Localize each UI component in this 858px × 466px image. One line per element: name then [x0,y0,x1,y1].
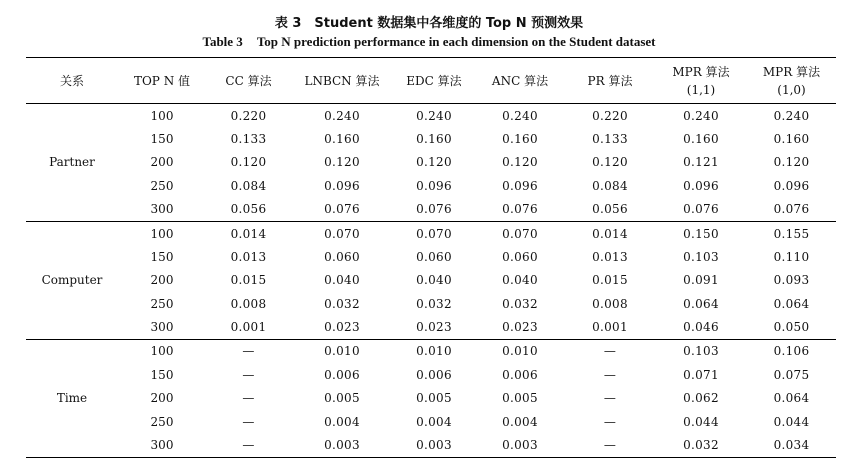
value-cell: 0.050 [747,316,836,340]
value-cell: 0.010 [416,344,452,359]
table-row [26,387,836,411]
value-cell: 0.160 [773,131,810,146]
value-cell: 0.040 [416,273,452,288]
value-cell: 0.015 [230,273,267,288]
value-cell: 0.084 [592,179,628,194]
top-n-cell: 200 [150,391,174,406]
value-cell: 0.240 [502,108,538,123]
value-cell: 0.006 [416,367,452,382]
value-cell: 0.240 [324,108,360,123]
table-caption-chinese: 表 3 Student 数据集中各维度的 Top N 预测效果 [274,16,584,31]
value-cell: 0.120 [592,155,628,170]
value-cell: 0.004 [502,415,538,430]
table-number: Table 3 [202,34,243,49]
relation-cell: Computer [26,221,118,339]
header-relation: 关系 [26,58,118,104]
table-row [26,269,836,293]
value-cell: 0.064 [773,391,810,406]
table-row [26,434,836,458]
value-cell: 0.076 [655,198,747,222]
header-mpr-1-0: MPR 算法 (1,0) [747,58,836,104]
value-cell: 0.160 [683,131,719,146]
value-cell: 0.001 [206,316,291,340]
header-mpr-1-1: MPR 算法 (1,1) [655,58,747,104]
header-lnbcn: LNBCN 算法 [291,58,393,104]
top-n-cell: 100 [150,108,174,123]
value-cell: 0.060 [502,249,538,264]
value-cell: 0.120 [502,155,538,170]
table-row [26,316,836,340]
top-n-cell: 100 [150,344,174,359]
table-row [26,104,836,128]
value-cell: 0.075 [773,367,810,382]
top-n-cell: 150 [150,249,174,264]
value-cell: 0.060 [324,249,360,264]
value-cell: 0.005 [502,391,538,406]
relation-cell: Partner [26,104,118,222]
value-cell: 0.056 [565,198,655,222]
value-cell: 0.121 [683,155,719,170]
value-cell: 0.096 [683,179,719,194]
value-cell: 0.005 [416,391,452,406]
value-cell: 0.091 [683,273,719,288]
value-cell: — [242,391,255,406]
value-cell: — [206,434,291,458]
value-cell: 0.006 [502,367,538,382]
top-n-cell: 250 [150,415,174,430]
value-cell: 0.023 [393,316,475,340]
top-n-cell: 100 [150,226,174,241]
value-cell: 0.040 [502,273,538,288]
top-n-cell: 250 [150,179,174,194]
value-cell: 0.032 [502,297,538,312]
value-cell: 0.076 [393,198,475,222]
table-row [26,221,836,245]
value-cell: — [603,344,617,359]
top-n-cell: 300 [118,434,206,458]
top-n-cell: 200 [150,155,174,170]
value-cell: 0.044 [773,415,810,430]
value-cell: 0.008 [592,297,628,312]
value-cell: 0.005 [324,391,360,406]
value-cell: 0.120 [416,155,452,170]
value-cell: 0.010 [502,344,538,359]
value-cell: 0.071 [683,367,719,382]
value-cell: 0.160 [324,131,360,146]
value-cell: 0.014 [230,226,267,241]
value-cell: 0.014 [592,226,628,241]
value-cell: 0.106 [773,344,810,359]
value-cell: 0.013 [230,249,267,264]
header-edc: EDC 算法 [393,58,475,104]
top-n-cell: 200 [150,273,174,288]
value-cell: 0.046 [655,316,747,340]
top-n-cell: 150 [150,367,174,382]
value-cell: 0.220 [230,108,267,123]
value-cell: 0.010 [324,344,360,359]
value-cell: 0.070 [416,226,452,241]
value-cell: 0.240 [416,108,452,123]
value-cell: 0.096 [773,179,810,194]
value-cell: — [603,415,617,430]
value-cell: 0.060 [416,249,452,264]
value-cell: 0.032 [655,434,747,458]
top-n-cell: 300 [118,316,206,340]
value-cell: 0.006 [324,367,360,382]
table-row [26,410,836,434]
value-cell: 0.220 [592,108,628,123]
header-top-n: TOP N 值 [118,58,206,104]
table-row [26,339,836,363]
value-cell: 0.076 [291,198,393,222]
value-cell: 0.120 [230,155,267,170]
table-caption-english [0,34,858,50]
value-cell: 0.096 [502,179,538,194]
value-cell: 0.032 [324,297,360,312]
value-cell: 0.150 [683,226,719,241]
value-cell: 0.008 [230,297,267,312]
value-cell: 0.096 [416,179,452,194]
value-cell: 0.240 [683,108,719,123]
value-cell: 0.240 [773,108,810,123]
value-cell: — [242,344,255,359]
value-cell: 0.120 [773,155,810,170]
top-n-cell: 150 [150,131,174,146]
value-cell: — [603,391,617,406]
table-row [26,198,836,222]
header-pr: PR 算法 [565,58,655,104]
value-cell: 0.093 [773,273,810,288]
table-row [26,151,836,175]
value-cell: 0.003 [393,434,475,458]
table-row [26,245,836,269]
value-cell: 0.044 [683,415,719,430]
value-cell: 0.110 [773,249,810,264]
value-cell: 0.003 [475,434,565,458]
value-cell: 0.070 [502,226,538,241]
value-cell: 0.004 [324,415,360,430]
results-table [26,57,836,458]
value-cell: 0.015 [592,273,628,288]
table-row [26,292,836,316]
value-cell: — [565,434,655,458]
value-cell: 0.103 [683,249,719,264]
value-cell: 0.023 [291,316,393,340]
table-title: Top N prediction performance in each dimension on the Student dataset [256,34,656,49]
table-row [26,127,836,151]
value-cell: 0.160 [416,131,452,146]
value-cell: — [242,415,255,430]
value-cell: 0.003 [291,434,393,458]
value-cell: 0.103 [683,344,719,359]
top-n-cell: 250 [150,297,174,312]
value-cell: 0.155 [773,226,810,241]
value-cell: 0.004 [416,415,452,430]
value-cell: 0.013 [592,249,628,264]
value-cell: 0.070 [324,226,360,241]
value-cell: 0.023 [475,316,565,340]
value-cell: 0.040 [324,273,360,288]
table-body [26,104,836,458]
top-n-cell: 300 [118,198,206,222]
header-cc: CC 算法 [206,58,291,104]
value-cell: 0.056 [206,198,291,222]
value-cell: — [242,367,255,382]
value-cell: 0.096 [324,179,360,194]
table-row [26,363,836,387]
value-cell: 0.084 [230,179,267,194]
table-row [26,174,836,198]
value-cell: 0.160 [502,131,538,146]
value-cell: 0.133 [592,131,628,146]
value-cell: 0.064 [683,297,719,312]
value-cell: 0.076 [475,198,565,222]
value-cell: 0.076 [747,198,836,222]
value-cell: 0.001 [565,316,655,340]
value-cell: 0.133 [230,131,267,146]
value-cell: 0.032 [416,297,452,312]
relation-cell: Time [26,339,118,457]
header-row [26,58,836,104]
value-cell: 0.034 [747,434,836,458]
value-cell: 0.064 [773,297,810,312]
value-cell: 0.120 [324,155,360,170]
header-anc: ANC 算法 [475,58,565,104]
value-cell: — [603,367,617,382]
value-cell: 0.062 [683,391,719,406]
